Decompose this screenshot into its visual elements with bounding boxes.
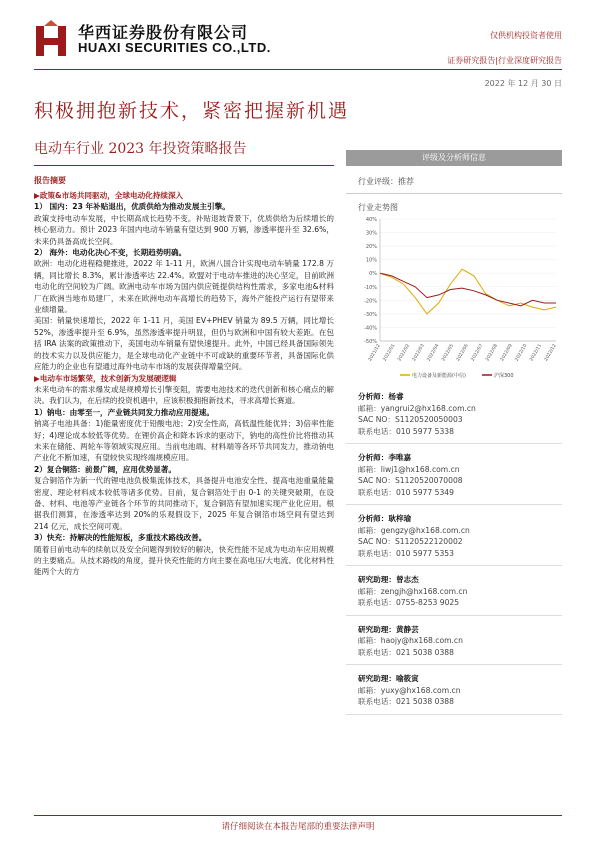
x-tick-label: 2022/10 — [514, 343, 529, 363]
sub-title: 电动车行业 2023 年投资策略报告 — [34, 141, 247, 157]
company-name-en: HUAXI SECURITIES CO.,LTD. — [78, 40, 271, 55]
x-tick-label: 2022/12 — [544, 343, 558, 363]
legend-label: 沪深300 — [494, 373, 514, 379]
y-tick-label: 20% — [365, 244, 377, 251]
analyst-card — [346, 452, 562, 505]
point-5-text: 复合铜箔作为新一代的锂电池负极集流体技术，具备提升电池安全性、提高电池重量能量密度、理论材料成本较低等诸多优势。目前，复合铜箔处于由 0-1 的关键突破期，在设备、材料、电池等产业链各个环节的共同推动下，复合铜箔有望加速实现产业化应用。根据我们测算，在渗透率达到 20%的乐观假设下，2025 年复合铜箔市场空间有望达到 214 亿元，成长空间可观。 — [34, 476, 334, 531]
sidebar — [346, 150, 562, 715]
x-tick-label: 2022/04 — [426, 343, 441, 363]
x-tick-label: 2022/11 — [529, 343, 544, 363]
main-title: 积极拥抱新技术，紧密把握新机遇 — [34, 100, 350, 122]
point-3-text: 未来电动车的需求爆发或是规模增长引擎变阻，需要电池技术的迭代创新和核心痛点的解决。我们认为，在后续的投资机遇中，应该积极拥抱新技术，寻求高增长赛道。 — [34, 384, 334, 406]
header-divider — [34, 69, 562, 70]
analyst-name: 研究助理：黄静芸 — [358, 624, 419, 634]
series-line — [380, 269, 556, 314]
analyst-name: 分析师：耿梓瑜 — [358, 514, 412, 523]
x-tick-label: 2022/09 — [500, 343, 514, 363]
analyst-email: 邮箱：zengjh@hx168.com.cn — [358, 586, 468, 596]
title-divider — [34, 165, 334, 166]
analyst-phone: 联系电话：010 5977 5353 — [358, 548, 454, 558]
huaxi-logo-icon — [34, 20, 70, 60]
point-4-title: 1）钠电：由零至一，产业链共同发力推动应用提速。 — [34, 407, 214, 417]
analyst-email: 邮箱：gengzy@hx168.com.cn — [358, 525, 470, 535]
footer-divider — [34, 815, 562, 816]
point-5-title: 2）复合铜箔：前景广阔，应用优势显著。 — [34, 464, 176, 474]
investor-note: 仅供机构投资者使用 — [490, 31, 562, 40]
trend-chart-svg — [346, 213, 562, 383]
x-tick-label: 2022/03 — [412, 343, 426, 363]
analyst-name: 分析师：杨睿 — [358, 392, 404, 401]
analyst-card — [346, 673, 562, 715]
analyst-sac: SAC NO：S1120522120002 — [358, 537, 463, 546]
legal-disclaimer-note: 请仔细阅读在本报告尾部的重要法律声明 — [221, 822, 375, 832]
section-title-1: ▶政策&市场共同驱动，全球电动化持续深入 — [34, 191, 184, 200]
analyst-sac: SAC NO：S1120520050003 — [358, 415, 463, 424]
y-tick-label: 40% — [365, 217, 377, 223]
analyst-phone: 联系电话：021 5038 0388 — [358, 647, 454, 657]
company-name-cn: 华西证券股份有限公司 — [78, 23, 249, 42]
x-tick-label: 2022/06 — [456, 343, 470, 363]
analyst-card — [346, 513, 562, 566]
x-tick-label: 2022/08 — [485, 343, 500, 363]
analyst-phone: 联系电话：021 5038 0388 — [358, 697, 454, 706]
point-2-europe: 欧洲：电动化进程稳健推进，2022 年 1-11 月，欧洲八国合计实现电动车销量 172.8 万辆，同比增长 8.3%，累计渗透率达 22.4%。欧盟对于电动车推进的决心坚定，目前欧洲电动化的空间较为广阔。欧洲电动车市场为国内供应链提供结构性需求，多家电池&材料厂在欧洲当地布局建厂，未来在欧洲电动车高增长的趋势下，海外产能投产运行有望带来业绩增量。 — [34, 259, 334, 315]
analyst-name: 研究助理：喻筱寅 — [358, 674, 419, 683]
analyst-phone: 联系电话：010 5977 5349 — [358, 487, 454, 497]
analyst-card — [346, 391, 562, 444]
point-1-title: 1） 国内：23 年补贴退出，优质供给为推动发展主引擎。 — [34, 202, 230, 212]
y-tick-label: -10% — [364, 284, 377, 291]
analyst-email: 邮箱：haojy@hx168.com.cn — [358, 636, 463, 645]
trend-chart-label: 行业走势图 — [358, 203, 398, 212]
y-tick-label: 0% — [369, 271, 377, 278]
summary-heading: 报告摘要 — [34, 176, 66, 185]
y-tick-label: 10% — [365, 257, 377, 264]
x-tick-label: 2021/12 — [368, 343, 382, 363]
point-2-title: 2） 海外：电动化决心不变，长期趋势明确。 — [34, 248, 187, 258]
analyst-card — [346, 624, 562, 666]
y-tick-label: -50% — [364, 339, 377, 345]
series-line — [380, 273, 556, 306]
analyst-email: 邮箱：liwj1@hx168.com.cn — [358, 464, 460, 474]
point-2-usa: 美国：销量快速增长，2022 年 1-11 月，美国 EV+PHEV 销量为 89.5 万辆，同比增长 52%，渗透率提升至 6.9%，虽然渗透率提升明显，但仍与欧洲和中国有较大差距。在包括 IRA 法案的政策推动下，美国电动车销量有望快速提升。此外，中国已经具备国际领先的技术实力以及供应能力，是全球电动化产业链中不可或缺的重要环节者，具备国际化供应能力的企业也有望通过海外电动车市场的发展获得增量空间。 — [34, 316, 334, 372]
y-tick-label: -20% — [364, 298, 377, 305]
analyst-email: 邮箱：yuxy@hx168.com.cn — [358, 685, 461, 695]
point-6-title: 3）快充：持解决的性能短板，多重技术路线改善。 — [34, 533, 207, 543]
analyst-sac: SAC NO：S1120520070008 — [358, 476, 463, 485]
x-tick-label: 2022/07 — [470, 343, 485, 363]
analyst-phone: 联系电话：010 5977 5338 — [358, 426, 454, 436]
x-tick-label: 2022/02 — [397, 343, 412, 363]
section-title-2: ▶电动车市场繁荣，技术创新为发展硬逻辑 — [34, 373, 177, 383]
trend-chart — [346, 213, 562, 383]
report-date: 2022 年 12 月 30 日 — [484, 79, 562, 88]
point-4-text: 钠离子电池具备：1)能量密度优于铅酸电池；2)安全性高，高低温性能优异；3)倍率性能好；4)理论成本较低等优势。在锂价高企和降本诉求的驱动下，钠电的高性价比将推动其未来在储能、两轮车等领域实现应用。当前电池端、材料端等各环节共同发力，推动钠电产业化不断加速，有望较快实现终端规模应用。 — [34, 419, 334, 463]
y-tick-label: -40% — [364, 325, 377, 332]
analyst-card — [346, 574, 562, 616]
rating-panel-title: 评级及分析师信息 — [346, 150, 562, 166]
y-tick-label: -30% — [364, 311, 377, 318]
industry-rating: 行业评级：推荐 — [346, 166, 562, 194]
point-6-text: 随着目前电动车的续航以及安全问题得到较好的解决，快充性能不足成为电动车应用规模的主要痛点。从技术路线的角度，提升快充性能的方向主要在高电压/大电流、优化材料性能两个大的方 — [34, 544, 334, 577]
x-tick-label: 2022/05 — [441, 343, 456, 363]
report-summary — [34, 175, 334, 815]
analyst-email: 邮箱：yangrui2@hx168.com.cn — [358, 403, 476, 413]
analyst-list — [346, 391, 562, 715]
y-tick-label: 30% — [365, 230, 377, 237]
analyst-phone: 联系电话：0755-8253 9025 — [358, 598, 460, 607]
point-1-text: 政策支持电动车发展，中长期高成长趋势不变。补贴退坡背景下，优质供给为后续增长的核心驱动力。预计 2023 年国内电动车销量有望达到 900 万辆，渗透率提升至 32.6%，未来仍具备高成长空间。 — [34, 213, 334, 246]
analyst-name: 研究助理：曾志杰 — [358, 575, 419, 584]
x-tick-label: 2022/01 — [382, 343, 397, 363]
analyst-name: 分析师：李唯嘉 — [358, 453, 412, 462]
report-category: 证券研究报告|行业深度研究报告 — [447, 56, 562, 65]
legend-label: 电力设备及新能源(中信) — [412, 373, 466, 379]
